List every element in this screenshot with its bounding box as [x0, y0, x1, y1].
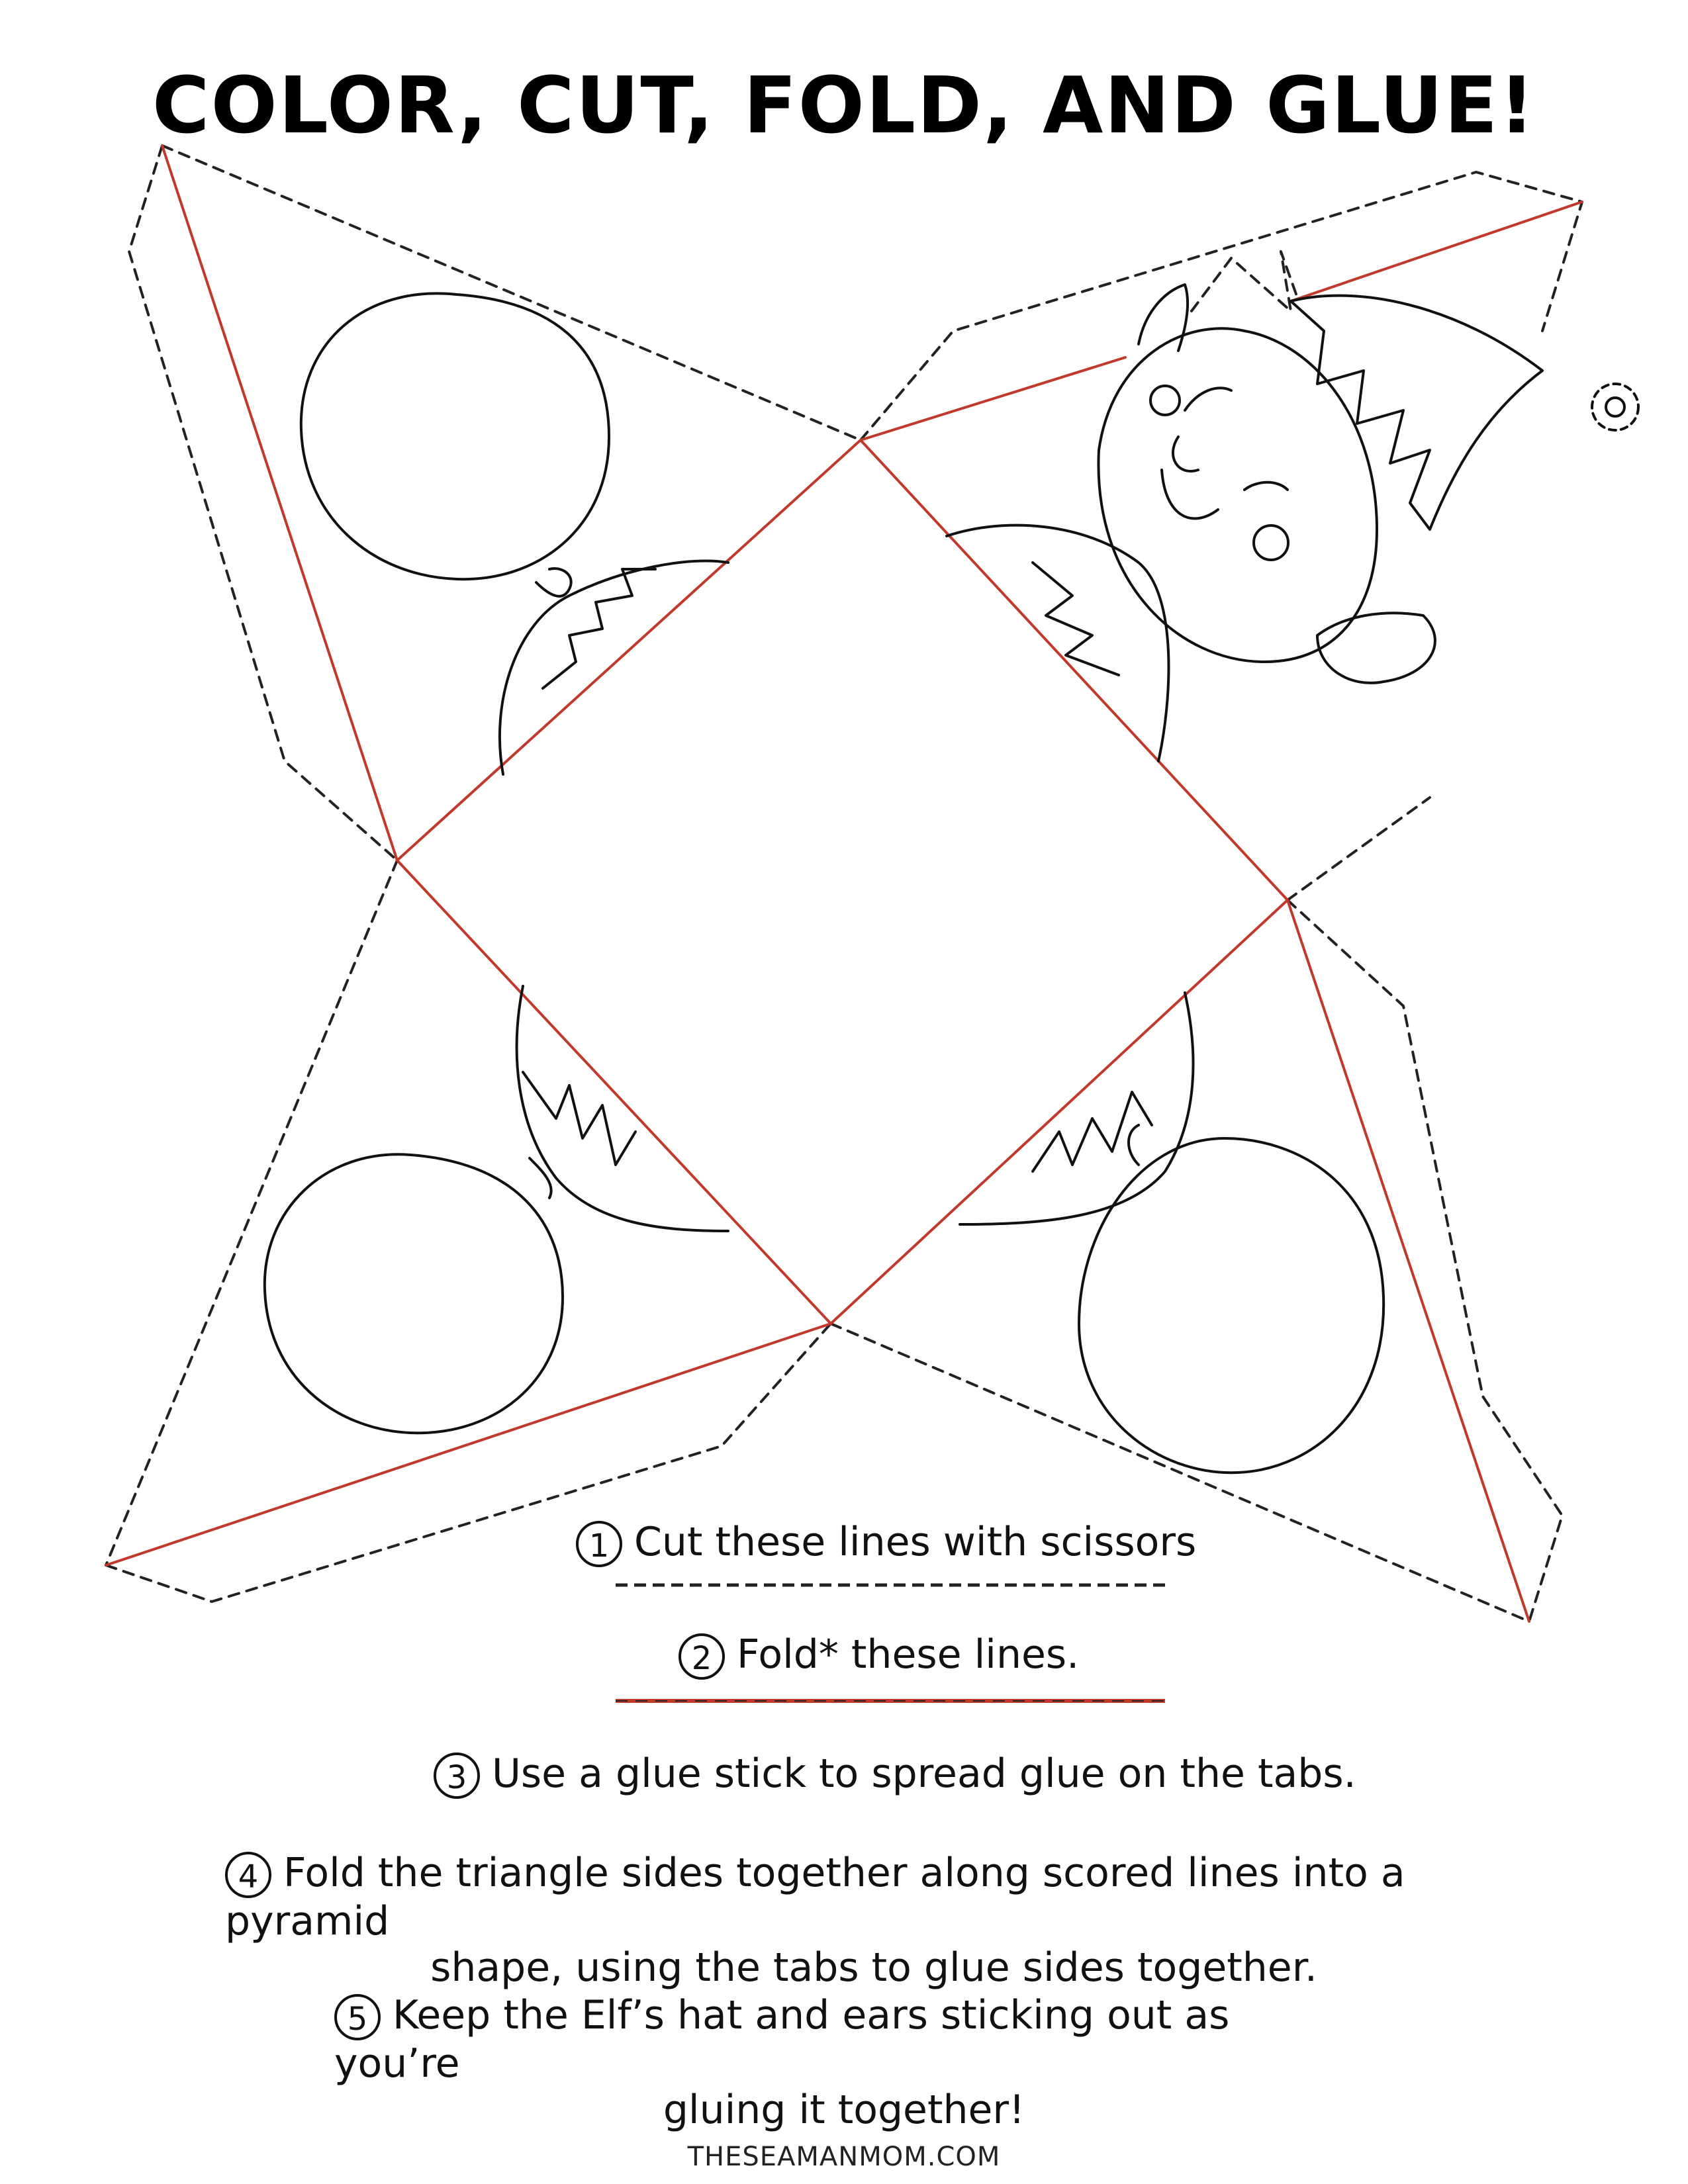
- step-4-text-line2: shape, using the tabs to glue sides together.: [430, 1944, 1317, 1991]
- top-right-tab: [861, 172, 1582, 440]
- elf-drawing: [265, 285, 1638, 1473]
- step-5-text-line1: Keep the Elf’s hat and ears sticking out as you’re: [334, 1992, 1230, 2087]
- step-4: [225, 1850, 1523, 1991]
- cut-outline: [106, 146, 1582, 1621]
- hat-pompom: [1592, 384, 1638, 430]
- step-1-text: Cut these lines with scissors: [634, 1519, 1197, 1565]
- elf-cheek: [1254, 525, 1288, 560]
- step-1: [576, 1519, 1196, 1567]
- fold-hat: [1291, 202, 1582, 301]
- step-number-5: 5: [334, 1994, 381, 2040]
- top-right-cut: [1288, 797, 1430, 900]
- fold-top-left: [162, 146, 397, 860]
- step-number-3: 3: [434, 1752, 480, 1799]
- step-2-text: Fold* these lines.: [737, 1631, 1080, 1678]
- fold-lines: [106, 146, 1582, 1621]
- step-2: [679, 1631, 1079, 1680]
- fold-top-right: [861, 357, 1125, 440]
- belly-top-right: [947, 525, 1168, 761]
- step-5: [334, 1992, 1354, 2133]
- step-3: [434, 1751, 1356, 1799]
- belly-bottom-right: [960, 993, 1193, 1224]
- fold-right: [1288, 900, 1529, 1621]
- cuff-top-left: [536, 569, 571, 596]
- step-number-2: 2: [679, 1633, 725, 1680]
- elf-ear-top: [1139, 285, 1188, 351]
- step-4-text-line1: Fold the triangle sides together along scored lines into a pyramid: [225, 1850, 1405, 1945]
- elf-eye-right: [1244, 482, 1288, 490]
- elf-ear-right: [1317, 613, 1435, 683]
- elf-brow: [1185, 388, 1231, 410]
- top-left-flap-cut: [162, 146, 861, 440]
- fold-line-legend: [616, 1694, 1165, 1707]
- step-number-4: 4: [225, 1852, 271, 1898]
- page-title: COLOR, CUT, FOLD, AND GLUE!: [152, 60, 1536, 151]
- site-footer: THESEAMANMOM.COM: [687, 2142, 1001, 2172]
- hand-bottom-right: [1079, 1138, 1383, 1473]
- elf-mouth: [1162, 470, 1218, 519]
- hand-top-left: [301, 293, 609, 579]
- step-3-text: Use a glue stick to spread glue on the tabs.: [492, 1751, 1356, 1797]
- top-left-tab: [129, 146, 397, 860]
- pompom-center: [1606, 398, 1624, 416]
- elf-nose: [1173, 437, 1198, 471]
- elf-eye-left: [1150, 386, 1180, 415]
- right-tab: [1288, 900, 1562, 1621]
- left-flap-cut: [106, 860, 397, 1565]
- hand-bottom-left: [265, 1154, 563, 1433]
- cut-line-legend: [616, 1578, 1165, 1592]
- cuff-bottom-right: [1129, 1125, 1139, 1165]
- zigzag-top-left: [543, 569, 655, 688]
- step-5-text-line2: gluing it together!: [663, 2087, 1025, 2134]
- hat-cut: [1192, 251, 1297, 311]
- zigzag-top-right: [1033, 563, 1119, 675]
- bottom-right-flap-cut: [831, 1324, 1529, 1621]
- step-number-1: 1: [576, 1521, 622, 1567]
- elf-hat: [1291, 296, 1542, 529]
- center-square: [397, 440, 1288, 1324]
